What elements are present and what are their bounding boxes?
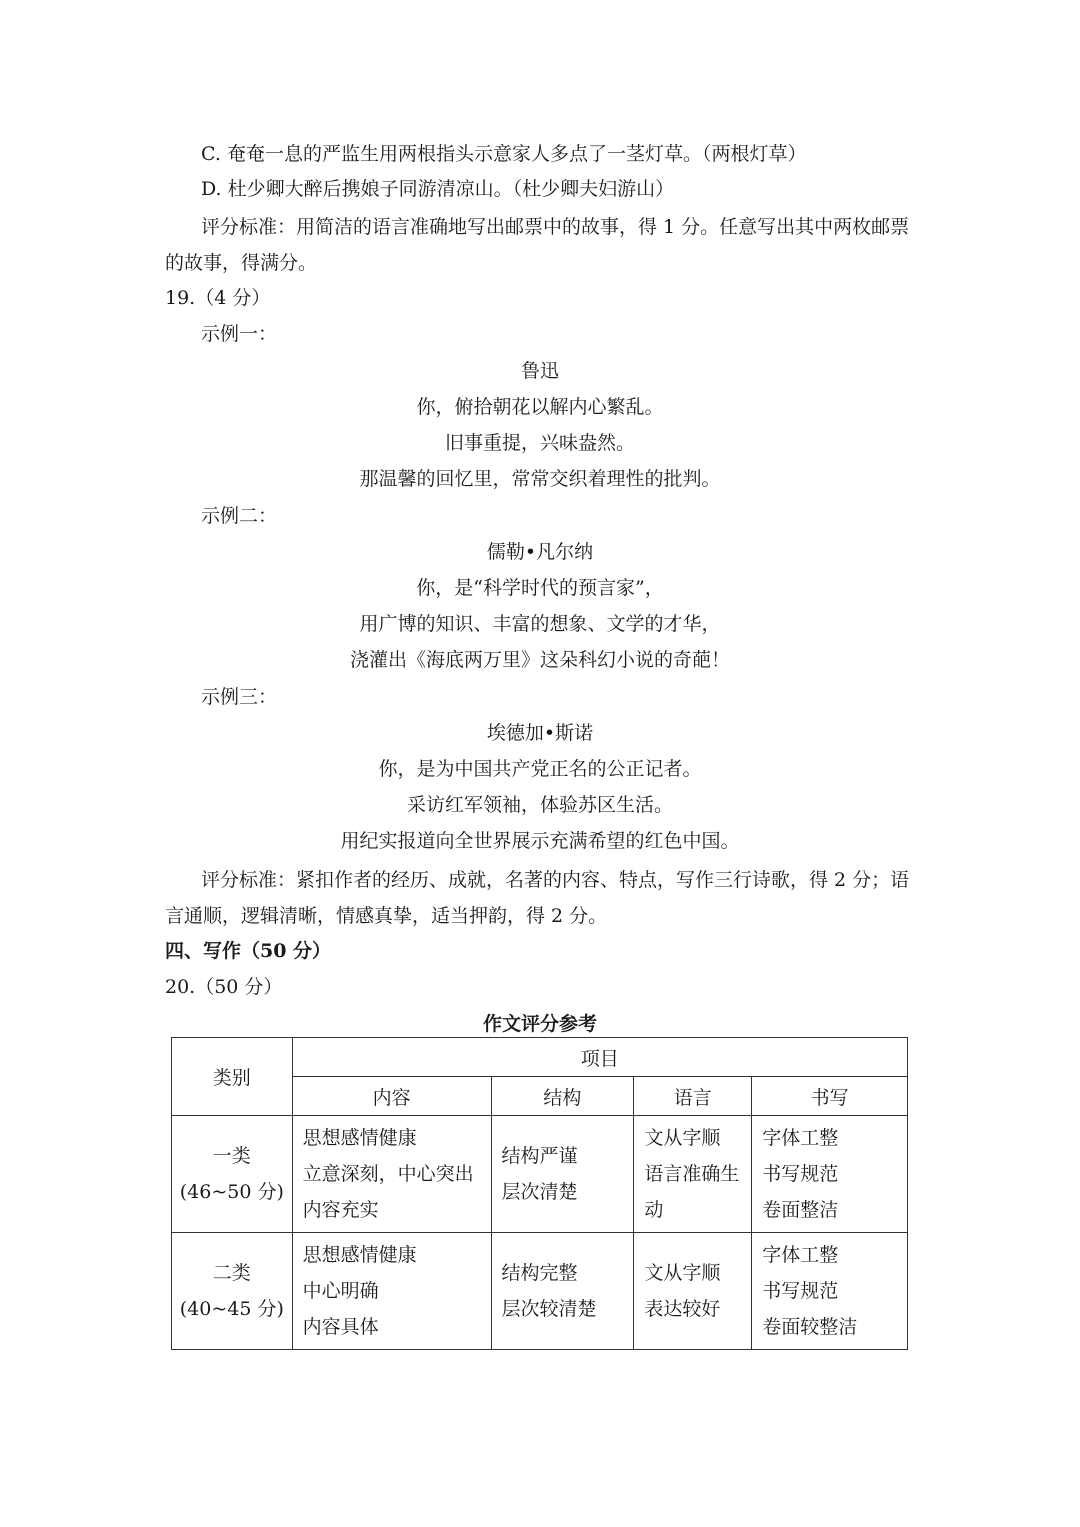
score-range: (46~50 分) bbox=[179, 1181, 284, 1203]
example-2-line: 浇灌出《海底两万里》这朵科幻小说的奇葩！ bbox=[349, 649, 730, 671]
grading-standard-1: 评分标准：用简洁的语言准确地写出邮票中的故事，得 1 分。任意写出其中两枚邮票的故事，得满分。 bbox=[165, 216, 910, 274]
criterion: 字体工整 bbox=[762, 1127, 839, 1149]
column-header-writing: 书写 bbox=[752, 1077, 908, 1116]
structure-cell bbox=[491, 1116, 634, 1233]
writing-cell bbox=[752, 1233, 908, 1350]
criterion: 思想感情健康 bbox=[302, 1127, 417, 1149]
structure-cell bbox=[491, 1233, 634, 1350]
criterion: 层次较清楚 bbox=[501, 1298, 597, 1320]
language-cell bbox=[634, 1233, 752, 1350]
criterion: 语言准确生 bbox=[644, 1163, 740, 1185]
category-name: 一类 bbox=[212, 1145, 251, 1167]
criterion: 文从字顺 bbox=[644, 1262, 721, 1284]
criterion: 立意深刻，中心突出 bbox=[302, 1163, 474, 1185]
content-cell bbox=[292, 1233, 491, 1350]
writing-cell bbox=[752, 1116, 908, 1233]
table-row bbox=[172, 1233, 908, 1350]
example-2-line: 你，是“科学时代的预言家”， bbox=[416, 577, 664, 599]
table-row bbox=[172, 1116, 908, 1233]
example-1-label: 示例一： bbox=[201, 323, 278, 345]
question-20: 20.（50 分） bbox=[165, 976, 283, 998]
example-1-line: 旧事重提，兴味盎然。 bbox=[444, 432, 635, 454]
criterion: 动 bbox=[644, 1199, 664, 1221]
example-3-line: 你，是为中国共产党正名的公正记者。 bbox=[378, 758, 702, 780]
section-writing-heading: 四、写作（50 分） bbox=[165, 940, 332, 962]
example-3-line: 采访红军领袖，体验苏区生活。 bbox=[406, 794, 673, 816]
category-cell bbox=[172, 1116, 293, 1233]
column-header-content: 内容 bbox=[292, 1077, 491, 1116]
criterion: 卷面整洁 bbox=[762, 1199, 839, 1221]
table-title: 作文评分参考 bbox=[482, 1013, 597, 1035]
content-cell bbox=[292, 1116, 491, 1233]
criterion: 书写规范 bbox=[762, 1280, 839, 1302]
criterion: 思想感情健康 bbox=[302, 1244, 417, 1266]
criterion: 字体工整 bbox=[762, 1244, 839, 1266]
criterion: 结构严谨 bbox=[501, 1145, 578, 1167]
criterion: 结构完整 bbox=[501, 1262, 578, 1284]
example-2-line: 用广博的知识、丰富的想象、文学的才华， bbox=[359, 613, 721, 635]
language-cell bbox=[634, 1116, 752, 1233]
criterion: 卷面较整洁 bbox=[762, 1316, 858, 1338]
score-range: (40~45 分) bbox=[179, 1298, 284, 1320]
example-3-title: 埃德加•斯诺 bbox=[486, 722, 594, 744]
criterion: 文从字顺 bbox=[644, 1127, 721, 1149]
criterion: 表达较好 bbox=[644, 1298, 721, 1320]
example-2-label: 示例二： bbox=[201, 505, 278, 527]
items-header: 项目 bbox=[292, 1038, 907, 1077]
criterion: 中心明确 bbox=[302, 1280, 379, 1302]
criterion: 书写规范 bbox=[762, 1163, 839, 1185]
question-19: 19.（4 分） bbox=[165, 287, 271, 309]
option-d: D. 杜少卿大醉后携娘子同游清凉山。（杜少卿夫妇游山） bbox=[201, 178, 675, 200]
grading-standard-2: 评分标准：紧扣作者的经历、成就，名著的内容、特点，写作三行诗歌，得 2 分；语言通顺，逻辑清晰，情感真挚，适当押韵，得 2 分。 bbox=[165, 869, 910, 927]
category-cell bbox=[172, 1233, 293, 1350]
column-header-structure: 结构 bbox=[491, 1077, 634, 1116]
example-2-title: 儒勒•凡尔纳 bbox=[486, 541, 594, 563]
column-header-language: 语言 bbox=[634, 1077, 752, 1116]
option-c: C. 奄奄一息的严监生用两根指头示意家人多点了一茎灯草。（两根灯草） bbox=[201, 143, 807, 165]
example-1-line: 那温馨的回忆里，常常交织着理性的批判。 bbox=[359, 468, 721, 490]
example-1-line: 你，俯拾朝花以解内心繁乱。 bbox=[416, 396, 664, 418]
criterion: 层次清楚 bbox=[501, 1181, 578, 1203]
category-name: 二类 bbox=[212, 1262, 251, 1284]
criterion: 内容充实 bbox=[302, 1199, 379, 1221]
scoring-table bbox=[171, 1037, 908, 1350]
example-3-label: 示例三： bbox=[201, 686, 278, 708]
example-3-line: 用纪实报道向全世界展示充满希望的红色中国。 bbox=[340, 830, 740, 852]
criterion: 内容具体 bbox=[302, 1316, 379, 1338]
example-1-title: 鲁迅 bbox=[520, 360, 559, 382]
category-header: 类别 bbox=[172, 1038, 293, 1116]
